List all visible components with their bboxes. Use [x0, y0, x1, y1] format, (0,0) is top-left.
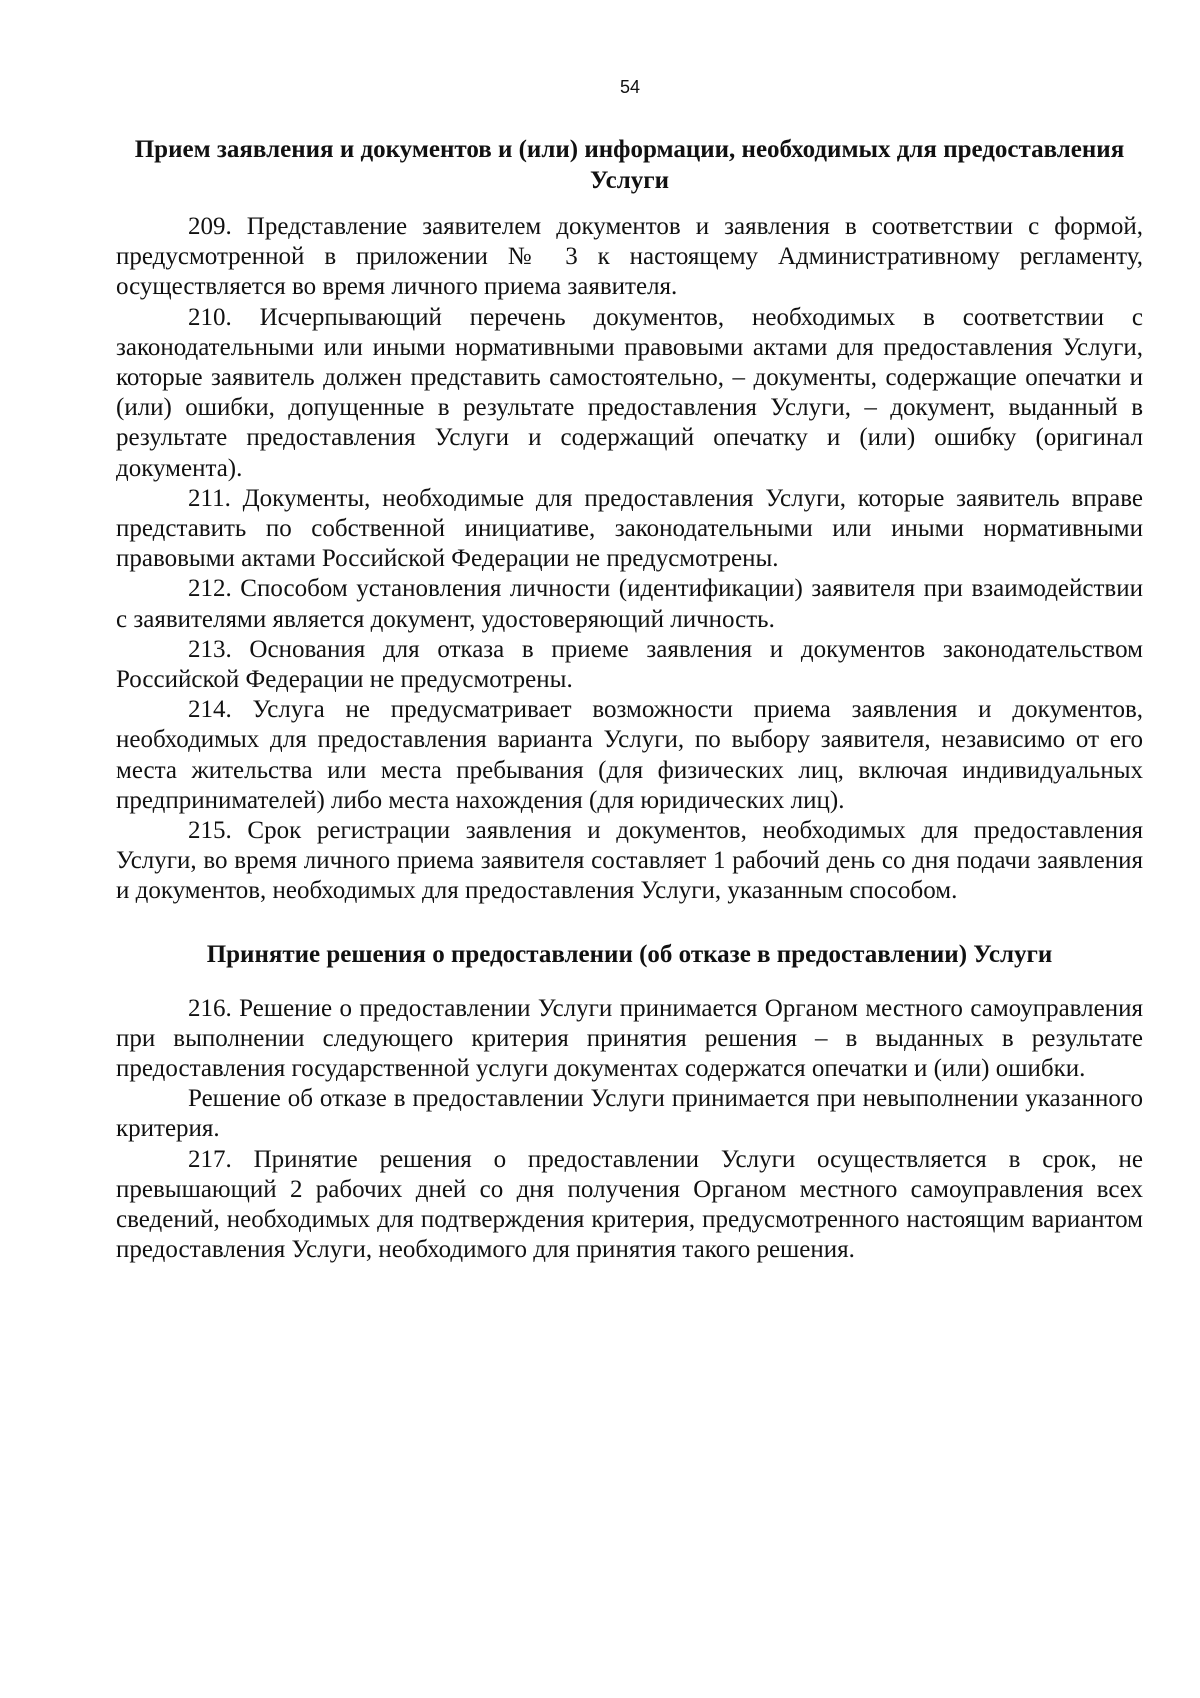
- section-heading-decision: Принятие решения о предоставлении (об отказе в предоставлении) Услуги: [206, 940, 1053, 968]
- paragraph-214: 214. Услуга не предусматривает возможности приема заявления и документов, необходимых для предоставления варианта Услуги, по выбору заявителя, независимо от его места жительства или места пребывания (для физических лиц, включая индивидуальных предпринимателей) либо места нахождения (для юридических лиц).: [116, 696, 1143, 814]
- document-body: [116, 134, 1143, 1266]
- section-heading-reception: Прием заявления и документов и (или) информации, необходимых для предоставления Услуги: [134, 136, 1125, 194]
- paragraph-refusal: Решение об отказе в предоставлении Услуги принимается при невыполнении указанного критерия.: [116, 1085, 1143, 1143]
- paragraph-212: 212. Способом установления личности (идентификации) заявителя при взаимодействии с заявителями является документ, удостоверяющий личность.: [116, 575, 1143, 633]
- page-number: 54: [619, 77, 641, 97]
- paragraph-211: 211. Документы, необходимые для предоставления Услуги, которые заявитель вправе представить по собственной инициативе, законодательными или иными нормативными правовыми актами Российской Федерации не предусмотрены.: [116, 484, 1143, 573]
- paragraph-216: 216. Решение о предоставлении Услуги принимается Органом местного самоуправления при выполнении следующего критерия принятия решения – в выданных в результате предоставления государственной услуги документах содержатся опечатки и (или) ошибки.: [116, 994, 1143, 1083]
- paragraph-213: 213. Основания для отказа в приеме заявления и документов законодательством Российской Федерации не предусмотрены.: [116, 635, 1143, 694]
- paragraph-209: 209. Представление заявителем документов и заявления в соответствии с формой, предусмотренной в приложении № 3 к настоящему Административному регламенту, осуществляется во время личного приема заявителя.: [116, 213, 1143, 301]
- paragraph-215: 215. Срок регистрации заявления и документов, необходимых для предоставления Услуги, во время личного приема заявителя составляет 1 рабочий день со дня подачи заявления и документов, необходимых для предоставления Услуги, указанным способом.: [116, 817, 1143, 905]
- paragraph-210: 210. Исчерпывающий перечень документов, необходимых в соответствии с законодательными или иными нормативными правовыми актами для предоставления Услуги, которые заявитель должен представить самостоятельно, – документы, содержащие опечатки и (или) ошибки, допущенные в результате предоставления Услуги, – документ, выданный в результате предоставления Услуги и содержащий опечатку и (или) ошибку (оригинал документа).: [116, 303, 1143, 482]
- paragraph-217: 217. Принятие решения о предоставлении Услуги осуществляется в срок, не превышающий 2 рабочих дней со дня получения Органом местного самоуправления всех сведений, необходимых для подтверждения критерия, предусмотренного настоящим вариантом предоставления Услуги, необходимого для принятия такого решения.: [116, 1145, 1143, 1264]
